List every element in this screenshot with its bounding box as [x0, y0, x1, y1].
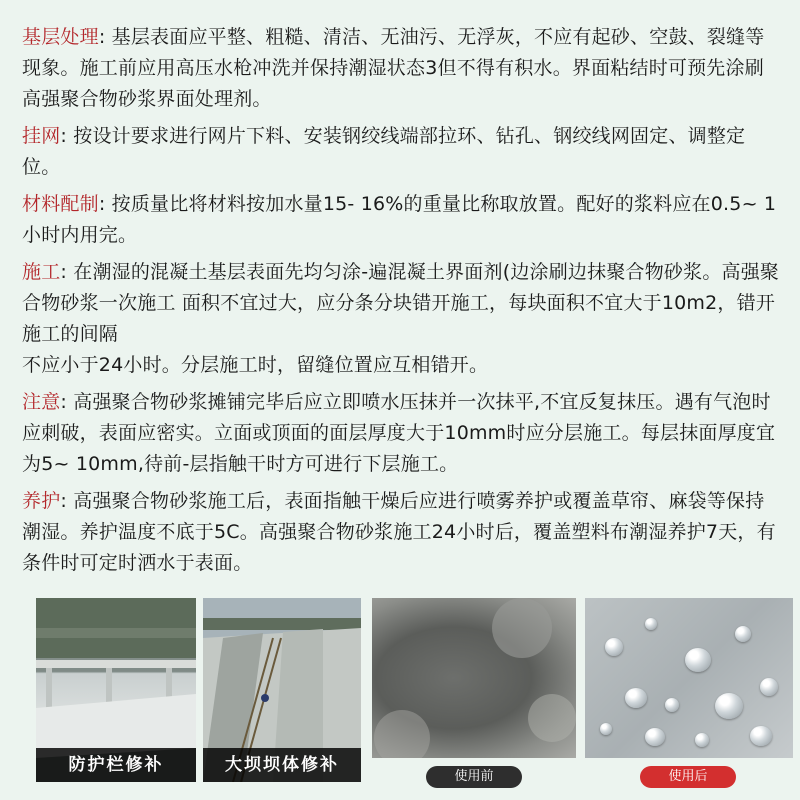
before-use-label: 使用前 — [426, 766, 522, 788]
section-body: 基层表面应平整、粗糙、清洁、无油污、无浮灰，不应有起砂、空鼓、裂缝等现象。施工前应用高压水枪冲洗并保持潮湿状态3但不得有积水。界面粘结时可预先涂刷高强聚合物砂浆界面处理剂。 — [22, 26, 765, 110]
section-construction — [22, 257, 782, 381]
water-droplet — [645, 728, 665, 746]
water-droplet — [715, 693, 743, 719]
section-body-continued: 不应小于24小时。分层施工时，留缝位置应互相错开。 — [22, 354, 489, 376]
section-label: 基层处理 — [22, 26, 99, 48]
section-curing — [22, 486, 782, 579]
after-use-label: 使用后 — [640, 766, 736, 788]
section-mesh — [22, 121, 782, 183]
section-separator: : — [98, 26, 112, 48]
dam-repair-photo — [203, 598, 361, 782]
section-label: 注意 — [22, 391, 61, 413]
guardrail-caption: 防护栏修补 — [36, 748, 196, 782]
before-use-photo — [372, 598, 576, 758]
water-droplet — [695, 733, 709, 747]
section-separator: : — [60, 490, 74, 512]
section-label: 挂网 — [22, 125, 61, 147]
section-label: 养护 — [22, 490, 61, 512]
water-droplet — [760, 678, 778, 696]
water-droplet — [645, 618, 657, 630]
water-droplet — [605, 638, 623, 656]
water-droplet — [735, 626, 751, 642]
section-body: 高强聚合物砂浆施工后，表面指触干燥后应进行喷雾养护或覆盖草帘、麻袋等保持潮湿。养护温度不底于5C。高强聚合物砂浆施工24小时后，覆盖塑料布潮湿养护7天，有条件时可定时洒水于表面。 — [22, 490, 776, 574]
section-body: 在潮湿的混凝土基层表面先均匀涂-遍混凝土界面剂(边涂刷边抹聚合物砂浆。高强聚合物砂浆一次施工 面积不宜过大，应分条分块错开施工，每块面积不宜大于10m2，错开施工的间隔 — [22, 261, 780, 345]
guardrail-repair-photo — [36, 598, 196, 782]
water-droplet — [665, 698, 679, 712]
section-separator: : — [60, 261, 74, 283]
section-separator: : — [60, 125, 74, 147]
section-body: 按质量比将材料按加水量15- 16%的重量比称取放置。配好的浆料应在0.5~ 1小时内用完。 — [22, 193, 777, 246]
section-body: 高强聚合物砂浆摊铺完毕后应立即喷水压抹并一次抹平,不宜反复抹压。遇有气泡时应刺破，表面应密实。立面或顶面的面层厚度大于10mm时应分层施工。每层抹面厚度宜为5~ 10mm,待前-层指触干时方可进行下层施工。 — [22, 391, 776, 475]
wet-concrete-texture — [372, 598, 576, 758]
section-separator: : — [60, 391, 74, 413]
section-label: 材料配制 — [22, 193, 99, 215]
after-use-photo — [585, 598, 793, 758]
section-material-prep — [22, 189, 782, 251]
water-droplet — [685, 648, 711, 672]
dam-caption: 大坝坝体修补 — [203, 748, 361, 782]
construction-instructions — [22, 22, 782, 585]
water-droplet — [625, 688, 647, 708]
water-droplet — [600, 723, 612, 735]
section-separator: : — [98, 193, 112, 215]
water-droplet — [750, 726, 772, 746]
section-body: 按设计要求进行网片下料、安装钢绞线端部拉环、钻孔、钢绞线网固定、调整定位。 — [22, 125, 746, 178]
section-label: 施工 — [22, 261, 61, 283]
section-notes — [22, 387, 782, 480]
section-base-treatment — [22, 22, 782, 115]
